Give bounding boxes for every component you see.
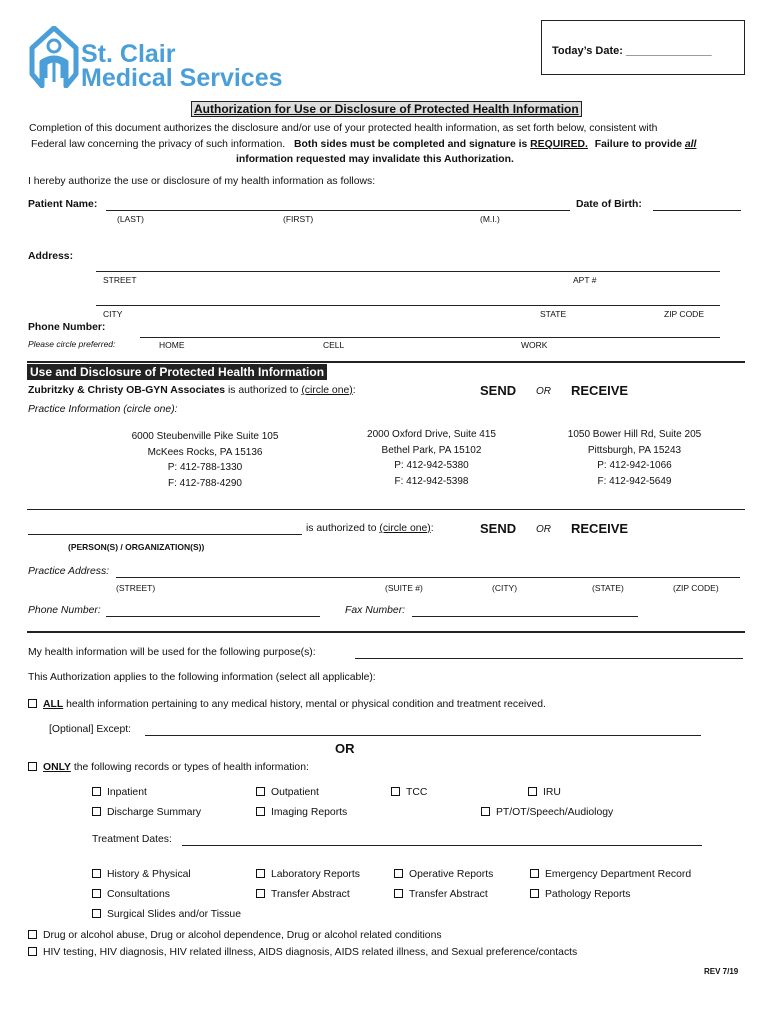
org-name-line1: St. Clair xyxy=(81,40,176,68)
receive-option[interactable]: RECEIVE xyxy=(571,383,629,398)
authorized-text: is authorized to xyxy=(227,385,299,396)
location-fax: F: 412-942-5649 xyxy=(597,475,672,487)
option-drug-alcohol[interactable] xyxy=(28,930,442,941)
patient-name-label: Patient Name: xyxy=(28,199,98,210)
record-history[interactable] xyxy=(92,869,191,880)
phone-field[interactable] xyxy=(140,337,720,338)
state-caption: STATE xyxy=(540,309,567,319)
person-authorization-line xyxy=(306,523,434,534)
send-option[interactable]: SEND xyxy=(480,383,517,398)
location-fax: F: 412-788-4290 xyxy=(168,477,242,489)
dob-field[interactable] xyxy=(653,210,741,211)
checkbox-icon[interactable] xyxy=(28,930,37,939)
authorize-statement: I hereby authorize the use or disclosure of my health information as follows: xyxy=(28,176,376,187)
record-label: Operative Reports xyxy=(409,869,494,880)
checkbox-icon[interactable] xyxy=(481,807,490,816)
practice-authorization-line xyxy=(28,385,356,396)
circle-preferred-note: Please circle preferred: xyxy=(28,339,116,349)
treatment-dates-field[interactable] xyxy=(182,845,702,846)
receive-option-2[interactable]: RECEIVE xyxy=(571,521,629,536)
checkbox-icon[interactable] xyxy=(28,699,37,708)
mi-caption: (M.I.) xyxy=(480,214,500,224)
location-3[interactable] xyxy=(552,427,717,489)
record-label: Transfer Abstract xyxy=(409,889,488,900)
record-label: Laboratory Reports xyxy=(271,869,360,880)
all-bold: ALL xyxy=(43,699,64,710)
location-2[interactable] xyxy=(344,427,519,489)
record-label: History & Physical xyxy=(107,869,191,880)
phone-cell-option[interactable]: CELL xyxy=(323,340,345,350)
record-emergency[interactable] xyxy=(530,869,691,880)
record-inpatient[interactable] xyxy=(92,787,147,798)
record-transfer-1[interactable] xyxy=(256,889,350,900)
checkbox-icon[interactable] xyxy=(530,889,539,898)
city-caption: CITY xyxy=(103,309,123,319)
record-label: Consultations xyxy=(107,889,170,900)
phone-home-option[interactable]: HOME xyxy=(159,340,185,350)
all-option[interactable] xyxy=(28,699,546,710)
address-label: Address: xyxy=(28,251,74,262)
zip-caption: ZIP CODE xyxy=(664,309,704,319)
option-hiv[interactable] xyxy=(28,947,577,958)
intro-required: REQUIRED. xyxy=(530,139,588,150)
location-address: 2000 Oxford Drive, Suite 415 xyxy=(367,429,496,440)
practice-address-label: Practice Address: xyxy=(28,566,110,577)
practice-address-field[interactable] xyxy=(116,577,740,578)
intro-line-3: information requested may invalidate this Authorization. xyxy=(236,154,514,165)
practice-phone-field[interactable] xyxy=(106,616,320,617)
record-discharge[interactable] xyxy=(92,807,201,818)
authorized-text: is authorized to xyxy=(306,523,377,534)
checkbox-icon[interactable] xyxy=(256,787,265,796)
record-operative[interactable] xyxy=(394,869,493,880)
checkbox-icon[interactable] xyxy=(391,787,400,796)
checkbox-icon[interactable] xyxy=(528,787,537,796)
record-label: TCC xyxy=(406,787,428,798)
record-imaging[interactable] xyxy=(256,807,347,818)
send-option-2[interactable]: SEND xyxy=(480,521,517,536)
checkbox-icon[interactable] xyxy=(92,889,101,898)
or-divider-text: OR xyxy=(335,741,355,756)
record-iru[interactable] xyxy=(528,787,561,798)
page-title: Authorization for Use or Disclosure of Protected Health Information xyxy=(191,101,582,117)
intro-failure: Failure to provide xyxy=(594,139,682,150)
circle-one-text: (circle one) xyxy=(301,385,353,396)
location-address: 6000 Steubenville Pike Suite 105 xyxy=(131,431,279,442)
record-outpatient[interactable] xyxy=(256,787,319,798)
record-label: Pathology Reports xyxy=(545,889,631,900)
record-lab[interactable] xyxy=(256,869,360,880)
only-text: the following records or types of health information: xyxy=(73,762,309,773)
hiv-label: HIV testing, HIV diagnosis, HIV related illness, AIDS diagnosis, AIDS related illness, and Sexual preference/contacts xyxy=(43,947,578,958)
treatment-dates-label: Treatment Dates: xyxy=(92,834,172,845)
drug-label: Drug or alcohol abuse, Drug or alcohol dependence, Drug or alcohol related conditions xyxy=(43,930,442,941)
todays-date-box[interactable] xyxy=(541,20,745,75)
section-divider xyxy=(27,361,745,363)
intro-text: Federal law concerning the privacy of such information. xyxy=(31,139,286,150)
circle-one-text: (circle one) xyxy=(379,523,431,534)
checkbox-icon[interactable] xyxy=(28,947,37,956)
purpose-field[interactable] xyxy=(355,658,743,659)
record-label: Transfer Abstract xyxy=(271,889,350,900)
record-label: Inpatient xyxy=(107,787,147,798)
checkbox-icon[interactable] xyxy=(256,807,265,816)
state-caption-2: (STATE) xyxy=(592,583,624,593)
applies-label: This Authorization applies to the following information (select all applicable): xyxy=(28,672,376,683)
record-tcc[interactable] xyxy=(391,787,427,798)
patient-name-field[interactable] xyxy=(106,210,570,211)
street-caption: STREET xyxy=(103,275,137,285)
record-surgical[interactable] xyxy=(92,909,241,920)
revision-label: REV 7/19 xyxy=(704,967,739,976)
checkbox-icon[interactable] xyxy=(92,787,101,796)
logo xyxy=(26,26,286,90)
practice-phone-label: Phone Number: xyxy=(28,605,101,616)
location-phone: P: 412-942-1066 xyxy=(597,460,672,471)
only-option[interactable] xyxy=(28,762,309,773)
location-address: 1050 Bower Hill Rd, Suite 205 xyxy=(567,429,702,440)
location-city: Pittsburgh, PA 15243 xyxy=(587,444,682,456)
except-label: [Optional] Except: xyxy=(49,724,132,735)
section2-heading: Use and Disclosure of Protected Health Information xyxy=(27,364,327,380)
checkbox-icon[interactable] xyxy=(530,869,539,878)
practice-fax-field[interactable] xyxy=(412,616,638,617)
location-fax: F: 412-942-5398 xyxy=(394,475,469,487)
all-text: health information pertaining to any medical history, mental or physical condition and treatment received. xyxy=(66,699,546,710)
last-name-caption: (LAST) xyxy=(117,214,144,224)
practice-name: Zubritzky & Christy OB-GYN Associates xyxy=(28,385,226,396)
zip-caption-2: (ZIP CODE) xyxy=(673,583,719,593)
logo-icon xyxy=(26,26,82,88)
except-field[interactable] xyxy=(145,735,701,736)
colon: : xyxy=(430,523,434,534)
checkbox-icon[interactable] xyxy=(394,869,403,878)
practice-fax-label: Fax Number: xyxy=(345,605,406,616)
person-org-field[interactable] xyxy=(28,534,302,535)
checkbox-icon[interactable] xyxy=(92,909,101,918)
record-label: Outpatient xyxy=(271,787,319,798)
section-divider-3 xyxy=(27,631,745,633)
checkbox-icon[interactable] xyxy=(256,889,265,898)
phone-label: Phone Number: xyxy=(28,322,106,333)
intro-line-1: Completion of this document authorizes the disclosure and/or use of your protected health information, as set forth below, consistent with xyxy=(29,123,658,134)
record-pathology[interactable] xyxy=(530,889,630,900)
record-label: Emergency Department Record xyxy=(545,869,692,880)
record-label: Imaging Reports xyxy=(271,807,348,818)
record-label: IRU xyxy=(543,787,561,798)
suite-caption: (SUITE #) xyxy=(385,583,423,593)
street-caption-2: (STREET) xyxy=(116,583,156,593)
checkbox-icon[interactable] xyxy=(28,762,37,771)
todays-date-label: Today’s Date: ______________ xyxy=(552,45,712,57)
first-name-caption: (FIRST) xyxy=(283,214,314,224)
street-field[interactable] xyxy=(96,271,720,272)
city-field[interactable] xyxy=(96,305,720,306)
or-text: OR xyxy=(536,386,551,397)
checkbox-icon[interactable] xyxy=(256,869,265,878)
phone-work-option[interactable]: WORK xyxy=(521,340,548,350)
location-city: McKees Rocks, PA 15136 xyxy=(147,446,263,458)
record-label: Discharge Summary xyxy=(107,807,202,818)
record-transfer-2[interactable] xyxy=(394,889,488,900)
colon: : xyxy=(352,385,356,396)
section-divider-thin xyxy=(27,509,745,510)
checkbox-icon[interactable] xyxy=(394,889,403,898)
intro-line-2 xyxy=(31,139,696,150)
location-phone: P: 412-942-5380 xyxy=(394,460,469,471)
record-label: PT/OT/Speech/Audiology xyxy=(496,807,614,818)
intro-all: all xyxy=(684,139,697,150)
or-text-2: OR xyxy=(536,524,551,535)
record-label: Surgical Slides and/or Tissue xyxy=(107,909,241,920)
only-bold: ONLY xyxy=(43,762,71,773)
persons-caption: (PERSON(S) / ORGANIZATION(S)) xyxy=(68,542,205,552)
record-consultations[interactable] xyxy=(92,889,170,900)
purpose-label: My health information will be used for the following purpose(s): xyxy=(28,647,316,658)
intro-bold: Both sides must be completed and signature is xyxy=(294,139,528,150)
location-city: Bethel Park, PA 15102 xyxy=(381,444,482,456)
location-1[interactable] xyxy=(115,429,295,491)
apt-caption: APT # xyxy=(573,275,597,285)
city-caption-2: (CITY) xyxy=(492,583,518,593)
checkbox-icon[interactable] xyxy=(92,807,101,816)
location-phone: P: 412-788-1330 xyxy=(167,462,243,473)
checkbox-icon[interactable] xyxy=(92,869,101,878)
record-pt[interactable] xyxy=(481,807,613,818)
practice-info-label: Practice Information (circle one): xyxy=(28,404,178,415)
org-name-line2: Medical Services xyxy=(81,64,283,92)
dob-label: Date of Birth: xyxy=(576,199,642,210)
